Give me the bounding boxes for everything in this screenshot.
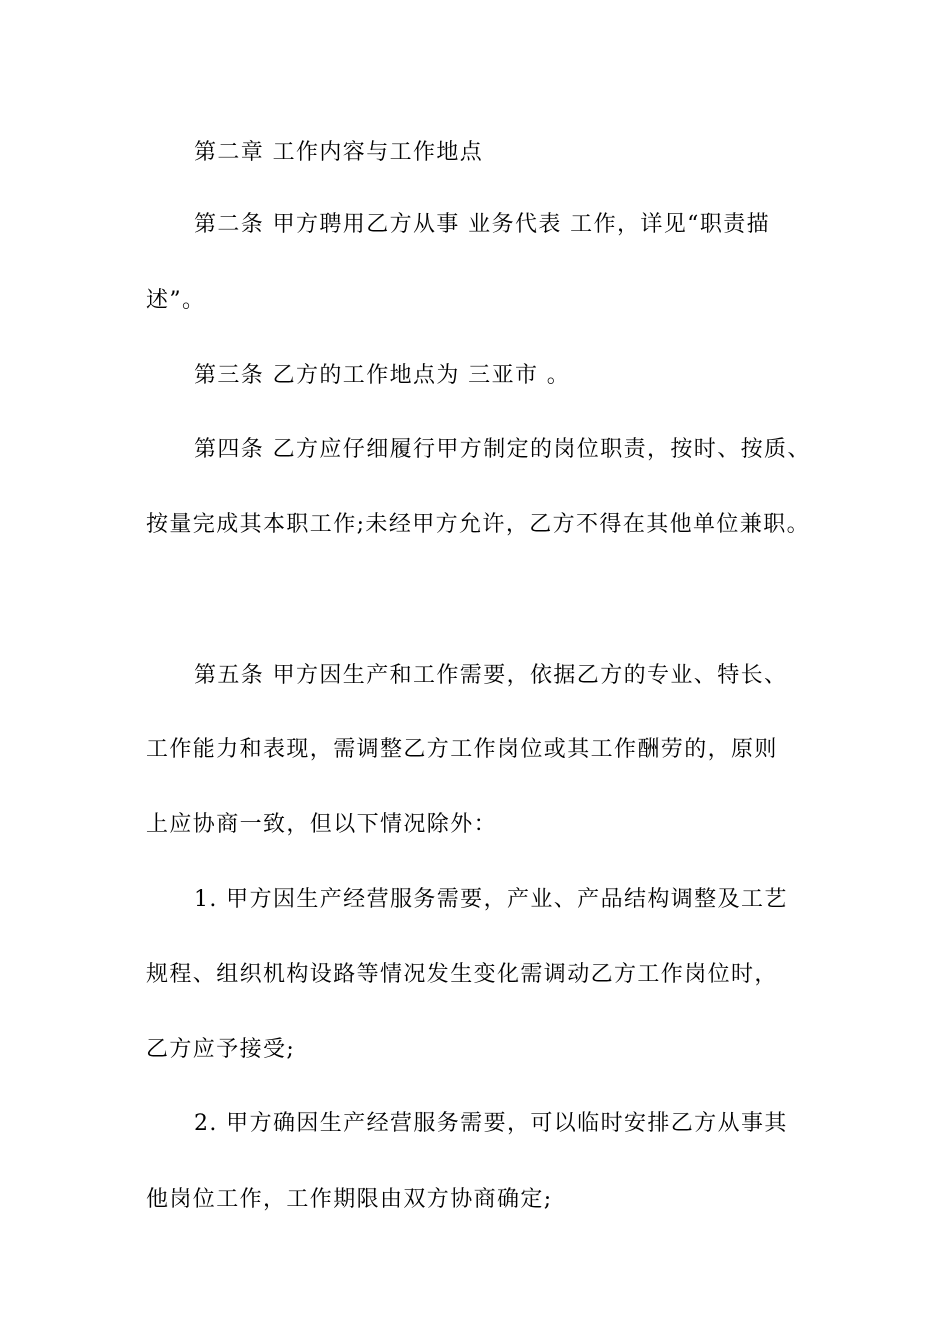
article-5-line-3: 上应协商一致，但以下情况除外： bbox=[146, 812, 498, 837]
article-5-line-1: 第五条 甲方因生产和工作需要，依据乙方的专业、特长、 bbox=[194, 663, 788, 688]
clause-1-line-1: 1. 甲方因生产经营服务需要，产业、产品结构调整及工艺 bbox=[194, 887, 788, 912]
chapter-heading: 第二章 工作内容与工作地点 bbox=[194, 140, 484, 165]
article-3: 第三条 乙方的工作地点为 三亚市 。 bbox=[194, 363, 571, 388]
clause-2-line-2: 他岗位工作，工作期限由双方协商确定; bbox=[146, 1187, 553, 1212]
article-5-line-2: 工作能力和表现，需调整乙方工作岗位或其工作酬劳的，原则 bbox=[146, 737, 778, 762]
article-2-line-2: 述”。 bbox=[146, 288, 206, 313]
article-4-line-1: 第四条 乙方应仔细履行甲方制定的岗位职责，按时、按质、 bbox=[194, 437, 811, 462]
clause-2-line-1: 2. 甲方确因生产经营服务需要，可以临时安排乙方从事其 bbox=[194, 1111, 788, 1136]
article-4-line-2: 按量完成其本职工作;未经甲方允许，乙方不得在其他单位兼职。 bbox=[146, 512, 811, 537]
clause-1-line-2: 规程、组织机构设路等情况发生变化需调动乙方工作岗位时， bbox=[146, 962, 778, 987]
article-2-line-1: 第二条 甲方聘用乙方从事 业务代表 工作，详见“职责描 bbox=[194, 212, 771, 237]
clause-1-line-3: 乙方应予接受; bbox=[146, 1037, 296, 1062]
